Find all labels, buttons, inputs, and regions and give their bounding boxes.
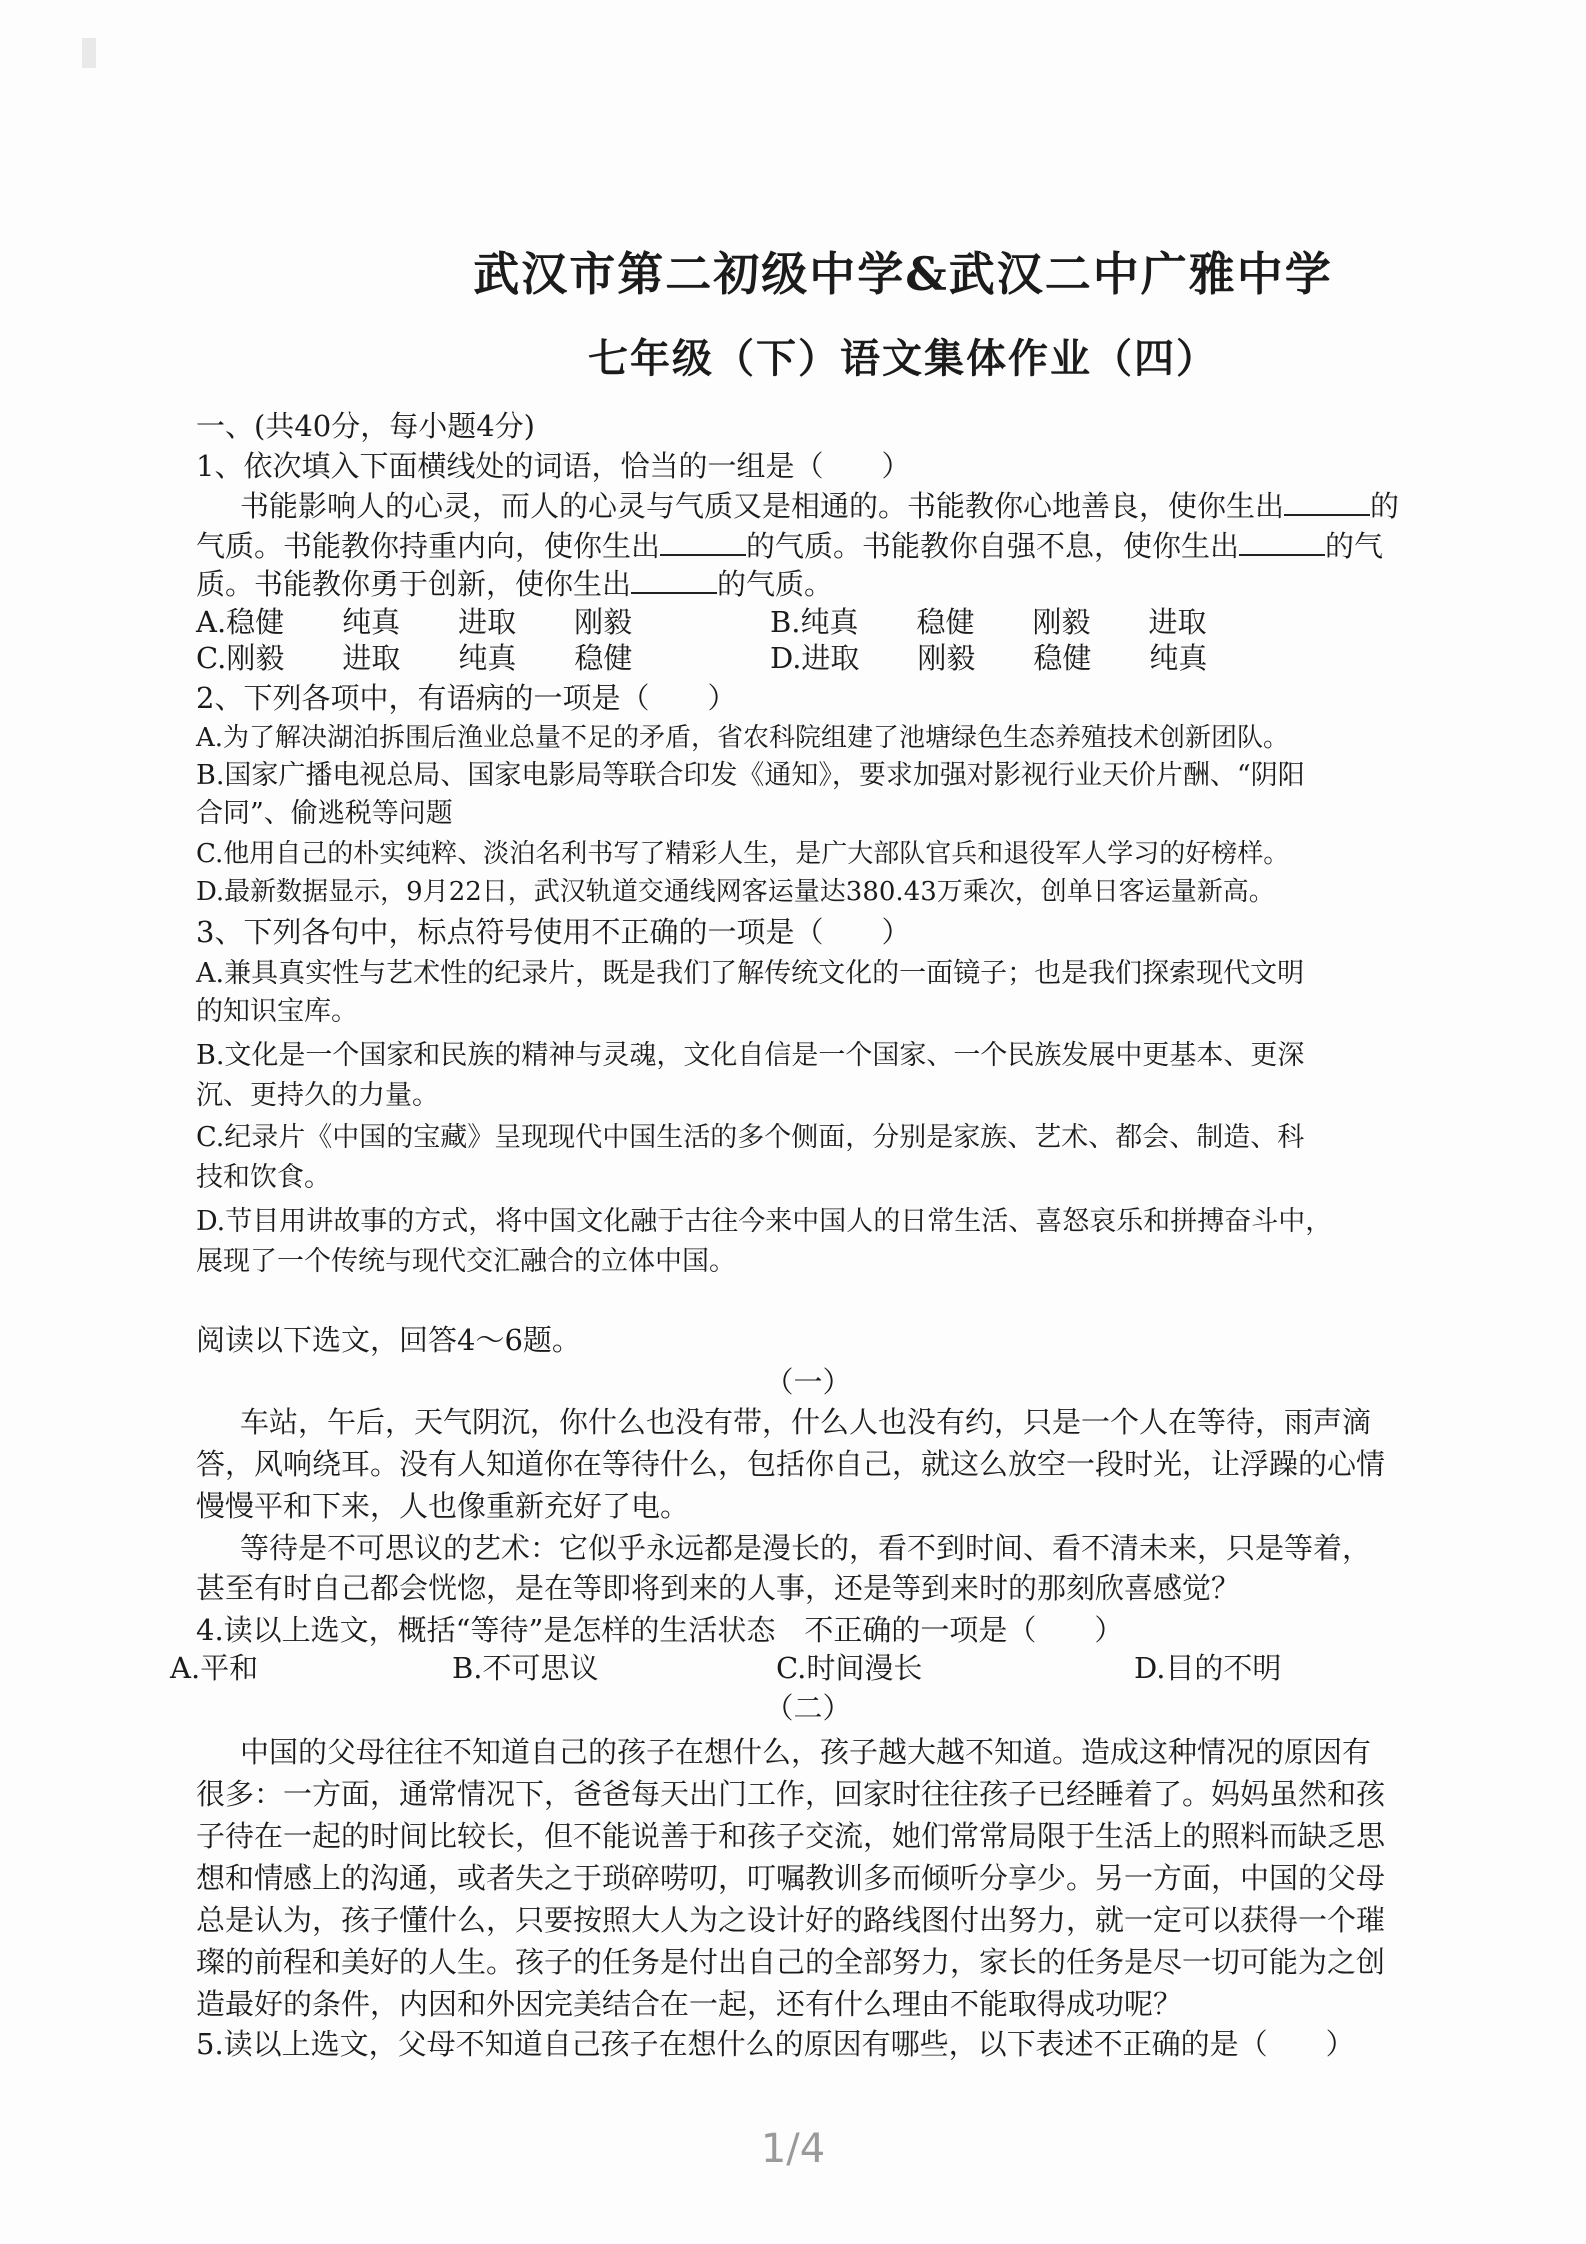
question-3-option-b-cont: 沉、更持久的力量。 bbox=[196, 1080, 439, 1111]
question-2-option-a: A.为了解决湖泊拆围后渔业总量不足的矛盾，省农科院组建了池塘绿色生态养殖技术创新团队。 bbox=[196, 723, 1290, 753]
passage-2-line: 中国的父母往往不知道自己的孩子在想什么，孩子越大越不知道。造成这种情况的原因有 bbox=[240, 1735, 1372, 1769]
question-1-passage-line bbox=[196, 528, 1396, 564]
passage-1-line: 答，风响绕耳。没有人知道你在等待什么，包括你自己，就这么放空一段时光，让浮躁的心情 bbox=[196, 1447, 1386, 1481]
document-subtitle: 七年级（下）语文集体作业（四） bbox=[588, 335, 1218, 382]
question-4-option-a: A.平和 bbox=[170, 1651, 259, 1685]
question-4-option-c: C.时间漫长 bbox=[776, 1651, 923, 1685]
passage-text: 的气 bbox=[1325, 529, 1384, 563]
fill-blank bbox=[631, 568, 717, 594]
question-2-option-d: D.最新数据显示，9月22日，武汉轨道交通线网客运量达380.43万乘次，创单日客运量新高。 bbox=[196, 877, 1275, 907]
question-3-option-c-cont: 技和饮食。 bbox=[196, 1162, 331, 1193]
passage-text: 的 bbox=[1370, 489, 1400, 523]
passage-1-line: 慢慢平和下来，人也像重新充好了电。 bbox=[196, 1489, 690, 1523]
passage-1-line: 车站，午后，天气阴沉，你什么也没有带，什么人也没有约，只是一个人在等待，雨声滴 bbox=[240, 1405, 1372, 1439]
passage-1-line: 甚至有时自己都会恍惚，是在等即将到来的人事，还是等到来时的那刻欣喜感觉？ bbox=[196, 1571, 1241, 1605]
scan-mark bbox=[82, 38, 96, 68]
question-2-option-c: C.他用自己的朴实纯粹、淡泊名利书写了精彩人生，是广大部队官兵和退役军人学习的好榜样。 bbox=[196, 839, 1290, 869]
question-1-option-c: C.刚毅 进取 纯真 稳健 bbox=[196, 641, 633, 675]
passage-text: 的气质。书能教你自强不息，使你生出 bbox=[746, 529, 1240, 563]
question-1-passage-line bbox=[240, 488, 1440, 524]
question-4-option-d: D.目的不明 bbox=[1134, 1651, 1282, 1685]
question-3-option-b: B.文化是一个国家和民族的精神与灵魂，文化自信是一个国家、一个民族发展中更基本、更深 bbox=[196, 1040, 1305, 1071]
passage-2-heading: （二） bbox=[764, 1691, 852, 1725]
passage-2-line: 造最好的条件，内因和外因完美结合在一起，还有什么理由不能取得成功呢？ bbox=[196, 1987, 1183, 2021]
passage-text: 质。书能教你勇于创新，使你生出 bbox=[196, 567, 632, 601]
passage-2-line: 璨的前程和美好的人生。孩子的任务是付出自己的全部努力，家长的任务是尽一切可能为之创 bbox=[196, 1945, 1386, 1979]
passage-text: 的气质。 bbox=[717, 567, 834, 601]
fill-blank bbox=[1284, 490, 1370, 516]
section-heading: 一、(共40分，每小题4分) bbox=[196, 409, 535, 443]
question-3-stem: 3、下列各句中，标点符号使用不正确的一项是（ ） bbox=[196, 915, 911, 949]
question-2-stem: 2、下列各项中，有语病的一项是（ ） bbox=[196, 681, 737, 715]
question-4-option-b: B.不可思议 bbox=[452, 1651, 599, 1685]
page-indicator: 1/4 bbox=[760, 2126, 826, 2172]
reading-intro: 阅读以下选文，回答4～6题。 bbox=[196, 1323, 581, 1357]
question-4-stem: 4.读以上选文，概括“等待”是怎样的生活状态 不正确的一项是（ ） bbox=[196, 1613, 1124, 1647]
passage-1-heading: （一） bbox=[764, 1365, 852, 1399]
passage-text: 气质。书能教你持重内向，使你生出 bbox=[196, 529, 661, 563]
passage-1-line: 等待是不可思议的艺术：它似乎永远都是漫长的，看不到时间、看不清未来，只是等着， bbox=[240, 1531, 1372, 1565]
question-5-stem: 5.读以上选文，父母不知道自己孩子在想什么的原因有哪些，以下表述不正确的是（ ） bbox=[196, 2027, 1355, 2061]
passage-2-line: 子待在一起的时间比较长，但不能说善于和孩子交流，她们常常局限于生活上的照料而缺乏思 bbox=[196, 1819, 1386, 1853]
passage-2-line: 很多：一方面，通常情况下，爸爸每天出门工作，回家时往往孩子已经睡着了。妈妈虽然和孩 bbox=[196, 1777, 1386, 1811]
question-3-option-a: A.兼具真实性与艺术性的纪录片，既是我们了解传统文化的一面镜子；也是我们探索现代文明 bbox=[196, 958, 1305, 989]
question-2-option-b: B.国家广播电视总局、国家电影局等联合印发《通知》，要求加强对影视行业天价片酬、“阴阳 bbox=[196, 760, 1305, 791]
question-3-option-d: D.节目用讲故事的方式，将中国文化融于古往今来中国人的日常生活、喜怒哀乐和拼搏奋斗中， bbox=[196, 1206, 1333, 1237]
passage-2-line: 想和情感上的沟通，或者失之于琐碎唠叨，叮嘱教训多而倾听分享少。另一方面，中国的父母 bbox=[196, 1861, 1386, 1895]
question-3-option-a-cont: 的知识宝库。 bbox=[196, 996, 358, 1027]
fill-blank bbox=[1239, 530, 1325, 556]
fill-blank bbox=[660, 530, 746, 556]
question-3-option-c: C.纪录片《中国的宝藏》呈现现代中国生活的多个侧面，分别是家族、艺术、都会、制造、科 bbox=[196, 1122, 1305, 1153]
question-1-option-b: B.纯真 稳健 刚毅 进取 bbox=[770, 605, 1207, 639]
question-2-option-b-cont: 合同”、偷逃税等问题 bbox=[196, 798, 453, 829]
question-1-passage-line bbox=[196, 566, 1396, 602]
question-1-option-a: A.稳健 纯真 进取 刚毅 bbox=[196, 605, 633, 639]
question-1-stem: 1、依次填入下面横线处的词语，恰当的一组是（ ） bbox=[196, 449, 911, 483]
document-title: 武汉市第二初级中学&武汉二中广雅中学 bbox=[473, 247, 1333, 301]
passage-2-line: 总是认为，孩子懂什么，只要按照大人为之设计好的路线图付出努力，就一定可以获得一个璀 bbox=[196, 1903, 1386, 1937]
question-3-option-d-cont: 展现了一个传统与现代交汇融合的立体中国。 bbox=[196, 1246, 736, 1277]
question-1-option-d: D.进取 刚毅 稳健 纯真 bbox=[770, 641, 1208, 675]
passage-text: 书能影响人的心灵，而人的心灵与气质又是相通的。书能教你心地善良，使你生出 bbox=[240, 489, 1285, 523]
